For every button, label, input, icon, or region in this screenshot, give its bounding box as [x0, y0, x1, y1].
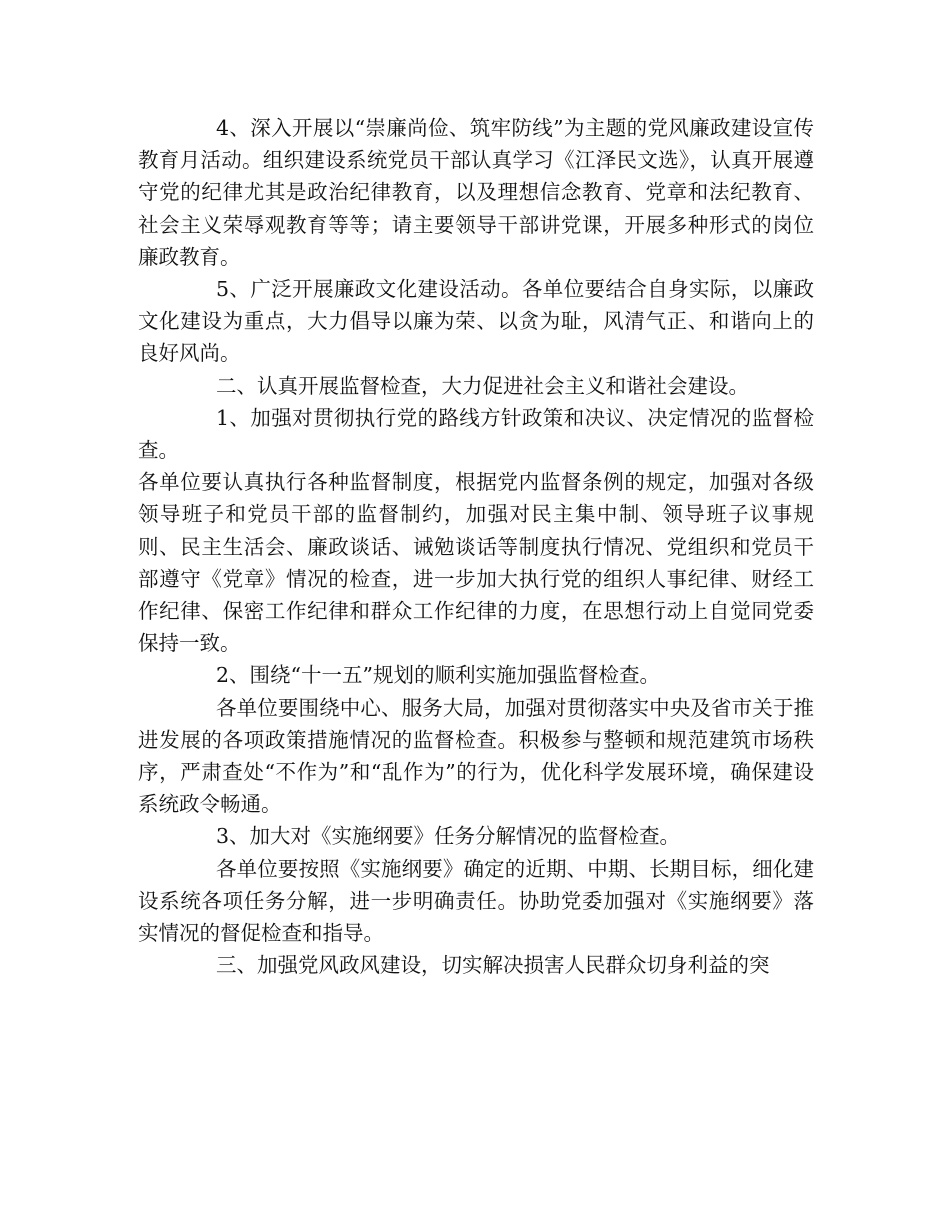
paragraph-supervision-system: 各单位要认真执行各种监督制度，根据党内监督条例的规定，加强对各级领导班子和党员干部的监督制约，加强对民主集中制、领导班子议事规则、民主生活会、廉政谈话、诫勉谈话等制度执行情况、党组织和党员干部遵守《党章》情况的检查，进一步加大执行党的组织人事纪律、财经工作纪律、保密工作纪律和群众工作纪律的力度，在思想行动上自觉同党委保持一致。 [138, 470, 814, 656]
paragraph-item-1-policy-supervision: 1、加强对贯彻执行党的路线方针政策和决议、决定情况的监督检查。 [138, 405, 814, 463]
paragraph-item-2-plan-supervision: 2、围绕“十一五”规划的顺利实施加强监督检查。 [216, 663, 661, 688]
paragraph-item-5-culture-activities: 5、广泛开展廉政文化建设活动。各单位要结合自身实际，以廉政文化建设为重点，大力倡导以廉为荣、以贪为耻，风清气正、和谐向上的良好风尚。 [138, 277, 814, 366]
paragraph-item-4-education-month: 4、深入开展以“崇廉尚俭、筑牢防线”为主题的党风廉政建设宣传教育月活动。组织建设系统党员干部认真学习《江泽民文选》，认真开展遵守党的纪律尤其是政治纪律教育，以及理想信念教育、党章和法纪教育、社会主义荣辱观教育等等；请主要领导干部讲党课，开展多种形式的岗位廉政教育。 [138, 116, 814, 269]
paragraph-item-3-outline-supervision: 3、加大对《实施纲要》任务分解情况的监督检查。 [216, 824, 681, 849]
section-heading-party-conduct: 三、加强党风政风建设，切实解决损害人民群众切身利益的突 [216, 953, 770, 978]
paragraph-outline-goals: 各单位要按照《实施纲要》确定的近期、中期、长期目标，细化建设系统各项任务分解，进一步明确责任。协助党委加强对《实施纲要》落实情况的督促检查和指导。 [138, 856, 814, 946]
section-heading-supervision: 二、认真开展监督检查，大力促进社会主义和谐社会建设。 [216, 373, 749, 398]
paragraph-serve-the-center: 各单位要围绕中心、服务大局，加强对贯彻落实中央及省市关于推进发展的各项政策措施情况的监督检查。积极参与整顿和规范建筑市场秩序，严肃查处“不作为”和“乱作为”的行为，优化科学发展环境，确保建设系统政令畅通。 [138, 695, 814, 817]
document-body [138, 112, 814, 981]
